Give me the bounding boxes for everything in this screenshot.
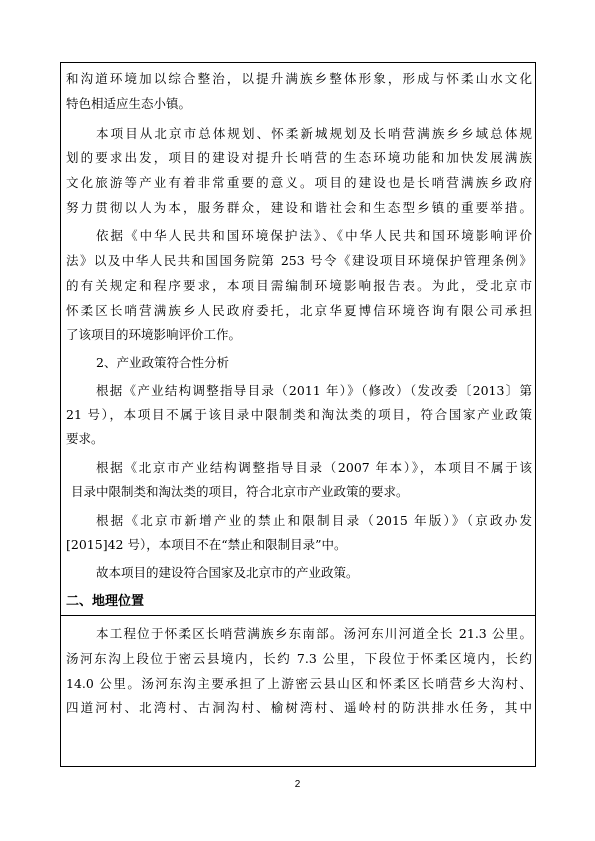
paragraph-line: [2015]42 号），本项目不在“禁止和限制目录”中。 (66, 537, 347, 552)
paragraph-line: 了该项目的环境影响评价工作。 (66, 327, 242, 342)
paragraph-line: 努力贯彻以人为本，服务群众，建设和谐社会和生态型乡镇的重要举措。 (66, 200, 532, 215)
paragraph-line: 目录中限制类和淘汰类的项目，符合北京市产业政策的要求。 (71, 484, 409, 499)
paragraph-line: 的有关规定和程序要求，本项目需编制环境影响报告表。为此，受北京市 (66, 278, 532, 293)
paragraph-line: 根据《北京市产业结构调整指导目录（2007 年本）》，本项目不属于该 (96, 460, 532, 475)
paragraph-line: 划的要求出发，项目的建设对提升长哨营的生态环境功能和加快发展满族 (66, 150, 532, 165)
paragraph-line: 故本项目的建设符合国家及北京市的产业政策。 (96, 565, 359, 580)
paragraph-line: 法》以及中华人民共和国国务院第 253 号令《建设项目环境保护管理条例》 (66, 253, 532, 268)
paragraph-line: 21 号），本项目不属于该目录中限制类和淘汰类的项目，符合国家产业政策 (66, 407, 532, 422)
frame-top-rule (61, 62, 535, 63)
paragraph-line: 根据《北京市新增产业的禁止和限制目录（2015 年版）》（京政办发 (96, 513, 532, 528)
paragraph-line: 本工程位于怀柔区长哨营满族乡东南部。汤河东川河道全长 21.3 公里。 (96, 626, 532, 641)
page-number: 2 (294, 779, 301, 790)
subsection-heading: 2、产业政策符合性分析 (96, 355, 229, 370)
paragraph-line: 本项目从北京市总体规划、怀柔新城规划及长哨营满族乡乡域总体规 (96, 126, 532, 141)
paragraph-line: 依据《中华人民共和国环境保护法》、《中华人民共和国环境影响评价 (96, 228, 532, 243)
paragraph-line: 四道河村、北湾村、古洞沟村、榆树湾村、遥岭村的防洪排水任务，其中 (66, 700, 532, 715)
section-divider (61, 615, 535, 616)
paragraph-line: 文化旅游等产业有着非常重要的意义。项目的建设也是长哨营满族乡政府 (66, 175, 532, 190)
content-frame (60, 62, 536, 767)
paragraph-line: 汤河东沟上段位于密云县境内，长约 7.3 公里，下段位于怀柔区境内，长约 (66, 651, 532, 666)
paragraph-line: 根据《产业结构调整指导目录（2011 年）》（修改）（发改委〔2013〕第 (96, 383, 532, 398)
paragraph-line: 特色相适应生态小镇。 (66, 96, 192, 111)
paragraph-line: 怀柔区长哨营满族乡人民政府委托，北京华夏博信环境咨询有限公司承担 (66, 303, 532, 318)
paragraph-line: 和沟道环境加以综合整治，以提升满族乡整体形象，形成与怀柔山水文化 (66, 71, 532, 86)
section-heading: 二、地理位置 (66, 594, 145, 609)
paragraph-line: 要求。 (66, 431, 104, 446)
paragraph-line: 14.0 公里。汤河东沟主要承担了上游密云县山区和怀柔区长哨营乡大沟村、 (66, 676, 532, 691)
